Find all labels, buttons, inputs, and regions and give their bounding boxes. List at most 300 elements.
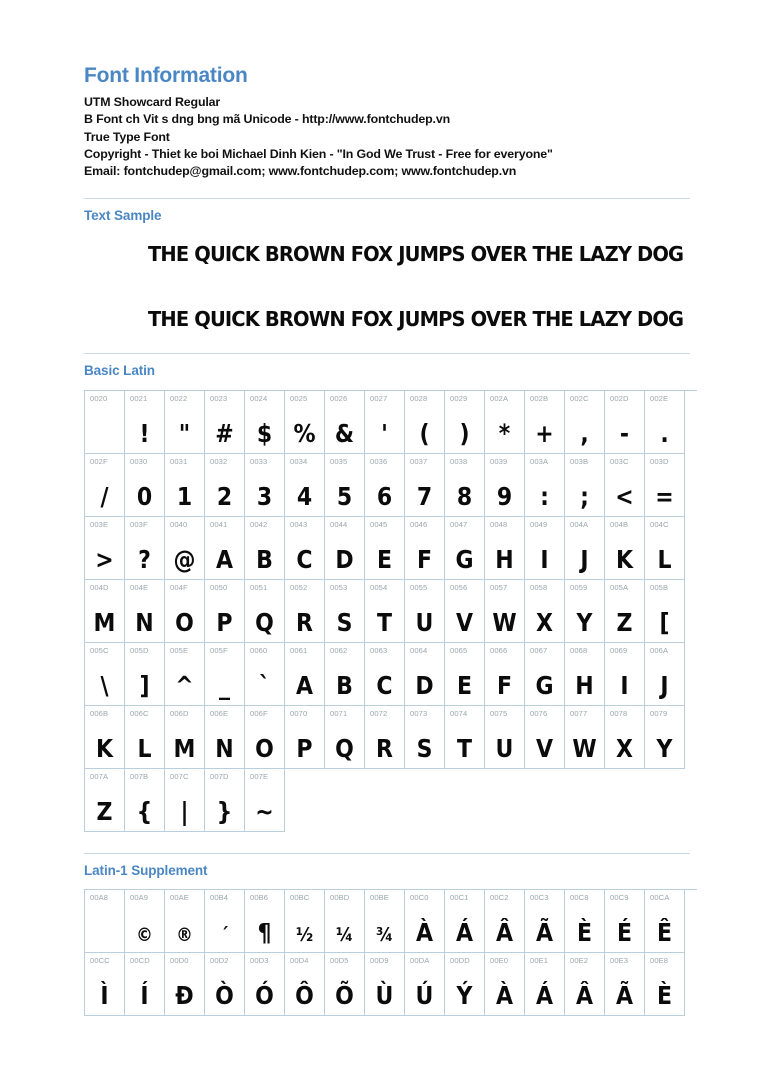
glyph-cell[interactable] <box>525 643 565 706</box>
text-sample-line: THE QUICK BROWN FOX JUMPS OVER THE LAZY DOG <box>148 242 684 267</box>
text-sample-section <box>84 198 690 331</box>
glyph-cell[interactable] <box>245 454 285 517</box>
glyph-cell[interactable] <box>165 517 205 580</box>
glyph-cell[interactable] <box>85 769 125 832</box>
glyph-codepoint-label: 0021 <box>130 393 148 403</box>
glyph-cell[interactable] <box>525 706 565 769</box>
glyph-cell[interactable] <box>365 580 405 643</box>
glyph-cell[interactable] <box>125 706 165 769</box>
glyph-cell[interactable] <box>365 643 405 706</box>
glyph-cell-empty <box>485 769 525 832</box>
glyph-cell[interactable] <box>245 643 285 706</box>
glyph-cell[interactable] <box>285 454 325 517</box>
glyph-sample: @ <box>173 544 196 574</box>
glyph-sample: T <box>376 607 393 637</box>
glyph-codepoint-label: 00CC <box>90 955 110 965</box>
glyph-codepoint-label: 0055 <box>410 582 428 592</box>
glyph-codepoint-label: 002A <box>490 393 509 403</box>
glyph-cell[interactable] <box>565 890 605 953</box>
glyph-cell[interactable] <box>485 706 525 769</box>
glyph-sample: W <box>492 607 517 637</box>
glyph-sample: O <box>255 733 274 763</box>
glyph-codepoint-label: 007B <box>130 771 149 781</box>
glyph-cell[interactable] <box>525 454 565 517</box>
section-title-latin1-supplement: Latin-1 Supplement <box>84 862 208 878</box>
glyph-sample: ] <box>139 670 150 700</box>
font-info-list <box>84 94 690 180</box>
glyph-cell[interactable] <box>125 517 165 580</box>
glyph-sample: 2 <box>216 481 233 511</box>
glyph-cell[interactable] <box>205 706 245 769</box>
glyph-sample: D <box>335 544 354 574</box>
glyph-cell[interactable] <box>405 890 445 953</box>
glyph-codepoint-label: 0052 <box>290 582 308 592</box>
glyph-cell[interactable] <box>245 706 285 769</box>
glyph-cell[interactable] <box>125 890 165 953</box>
glyph-cell[interactable] <box>645 953 685 1016</box>
glyph-codepoint-label: 00A9 <box>130 892 149 902</box>
section-divider <box>84 853 690 854</box>
glyph-codepoint-label: 0061 <box>290 645 308 655</box>
glyph-cell[interactable] <box>165 580 205 643</box>
glyph-sample: B <box>256 544 273 574</box>
glyph-cell[interactable] <box>165 890 205 953</box>
glyph-cell[interactable] <box>325 706 365 769</box>
glyph-codepoint-label: 0046 <box>410 519 428 529</box>
glyph-cell[interactable] <box>165 953 205 1016</box>
glyph-codepoint-label: 00D9 <box>370 955 389 965</box>
glyph-cell[interactable] <box>245 953 285 1016</box>
glyph-sample: ( <box>419 418 430 448</box>
glyph-codepoint-label: 002D <box>610 393 629 403</box>
glyph-sample: R <box>296 607 313 637</box>
glyph-cell[interactable] <box>245 517 285 580</box>
glyph-cell[interactable] <box>85 890 125 953</box>
glyph-cell[interactable] <box>565 517 605 580</box>
glyph-codepoint-label: 005F <box>210 645 228 655</box>
glyph-codepoint-label: 0060 <box>250 645 268 655</box>
glyph-sample: U <box>495 733 514 763</box>
glyph-cell[interactable] <box>645 890 685 953</box>
glyph-sample: Â <box>575 980 594 1010</box>
glyph-codepoint-label: 0028 <box>410 393 428 403</box>
glyph-sample: J <box>580 544 589 574</box>
glyph-codepoint-label: 002B <box>530 393 549 403</box>
glyph-sample: 4 <box>296 481 313 511</box>
glyph-codepoint-label: 0069 <box>610 645 628 655</box>
glyph-codepoint-label: 005D <box>130 645 149 655</box>
glyph-cell[interactable] <box>445 580 485 643</box>
glyph-cell[interactable] <box>125 643 165 706</box>
glyph-cell[interactable] <box>205 769 245 832</box>
glyph-grid-row <box>85 643 697 706</box>
glyph-codepoint-label: 003A <box>530 456 549 466</box>
glyph-codepoint-label: 005E <box>170 645 189 655</box>
glyph-cell[interactable] <box>285 580 325 643</box>
glyph-cell[interactable] <box>85 391 125 454</box>
glyph-sample: C <box>376 670 393 700</box>
glyph-cell[interactable] <box>85 580 125 643</box>
glyph-codepoint-label: 0051 <box>250 582 268 592</box>
glyph-cell[interactable] <box>125 580 165 643</box>
glyph-sample: ½ <box>295 923 314 946</box>
glyph-cell[interactable] <box>565 953 605 1016</box>
glyph-cell[interactable] <box>605 953 645 1016</box>
glyph-cell[interactable] <box>445 391 485 454</box>
glyph-cell[interactable] <box>365 454 405 517</box>
glyph-cell[interactable] <box>205 454 245 517</box>
glyph-codepoint-label: 00CD <box>130 955 150 965</box>
glyph-sample: Q <box>255 607 274 637</box>
glyph-cell[interactable] <box>85 953 125 1016</box>
section-divider <box>84 198 690 199</box>
glyph-codepoint-label: 007C <box>170 771 189 781</box>
glyph-codepoint-label: 0065 <box>450 645 468 655</box>
glyph-sample: È <box>576 917 593 947</box>
glyph-codepoint-label: 00B6 <box>250 892 269 902</box>
glyph-cell[interactable] <box>485 953 525 1016</box>
glyph-sample: ' <box>381 418 388 448</box>
glyph-sample: V <box>535 733 554 763</box>
glyph-sample: M <box>173 733 196 763</box>
glyph-cell[interactable] <box>205 643 245 706</box>
glyph-codepoint-label: 0076 <box>530 708 548 718</box>
glyph-cell[interactable] <box>85 517 125 580</box>
glyph-codepoint-label: 007A <box>90 771 109 781</box>
glyph-sample: Õ <box>335 980 354 1010</box>
glyph-sample: - <box>619 418 630 448</box>
glyph-cell[interactable] <box>645 517 685 580</box>
glyph-cell[interactable] <box>525 580 565 643</box>
glyph-cell[interactable] <box>245 580 285 643</box>
glyph-cell[interactable] <box>85 706 125 769</box>
glyph-cell[interactable] <box>605 454 645 517</box>
glyph-sample: G <box>535 670 554 700</box>
glyph-grid-row <box>85 454 697 517</box>
glyph-cell[interactable] <box>365 953 405 1016</box>
glyph-sample: 7 <box>416 481 433 511</box>
glyph-sample: " <box>178 418 191 448</box>
glyph-cell[interactable] <box>325 454 365 517</box>
glyph-codepoint-label: 006B <box>90 708 109 718</box>
glyph-cell[interactable] <box>485 517 525 580</box>
glyph-codepoint-label: 0023 <box>210 393 228 403</box>
glyph-cell[interactable] <box>645 706 685 769</box>
glyph-codepoint-label: 0035 <box>330 456 348 466</box>
glyph-codepoint-label: 0047 <box>450 519 468 529</box>
glyph-cell[interactable] <box>445 953 485 1016</box>
glyph-codepoint-label: 006F <box>250 708 268 718</box>
glyph-cell[interactable] <box>285 643 325 706</box>
glyph-codepoint-label: 00CA <box>650 892 670 902</box>
glyph-sample: { <box>136 796 153 826</box>
glyph-sample: À <box>415 917 434 947</box>
glyph-cell[interactable] <box>405 953 445 1016</box>
glyph-codepoint-label: 002C <box>570 393 589 403</box>
font-information-section <box>84 64 690 180</box>
glyph-sample: 6 <box>376 481 393 511</box>
glyph-codepoint-label: 0039 <box>490 456 508 466</box>
glyph-sample: ^ <box>175 670 194 700</box>
glyph-codepoint-label: 00C0 <box>410 892 429 902</box>
glyph-cell[interactable] <box>645 454 685 517</box>
glyph-cell[interactable] <box>485 643 525 706</box>
latin1-supplement-section <box>84 853 690 1016</box>
glyph-cell[interactable] <box>485 580 525 643</box>
glyph-cell[interactable] <box>85 454 125 517</box>
glyph-codepoint-label: 0077 <box>570 708 588 718</box>
glyph-cell[interactable] <box>365 890 405 953</box>
glyph-codepoint-label: 00C1 <box>450 892 469 902</box>
glyph-cell[interactable] <box>605 580 645 643</box>
glyph-cell[interactable] <box>405 391 445 454</box>
glyph-codepoint-label: 00DD <box>450 955 470 965</box>
glyph-cell[interactable] <box>165 454 205 517</box>
section-title-text-sample: Text Sample <box>84 208 162 224</box>
glyph-cell[interactable] <box>645 580 685 643</box>
glyph-sample: [ <box>659 607 670 637</box>
glyph-cell[interactable] <box>165 391 205 454</box>
glyph-sample: Ô <box>295 980 314 1010</box>
glyph-sample: ? <box>138 544 151 574</box>
glyph-sample: ; <box>580 481 589 511</box>
glyph-codepoint-label: 006D <box>170 708 189 718</box>
glyph-sample: P <box>216 607 233 637</box>
glyph-codepoint-label: 0048 <box>490 519 508 529</box>
glyph-cell[interactable] <box>325 643 365 706</box>
glyph-cell[interactable] <box>525 517 565 580</box>
glyph-cell[interactable] <box>325 890 365 953</box>
glyph-cell[interactable] <box>285 953 325 1016</box>
glyph-codepoint-label: 0079 <box>650 708 668 718</box>
glyph-sample: Ð <box>175 980 194 1010</box>
glyph-sample: Ã <box>535 917 554 947</box>
glyph-cell[interactable] <box>285 890 325 953</box>
glyph-codepoint-label: 0034 <box>290 456 308 466</box>
glyph-cell[interactable] <box>405 643 445 706</box>
glyph-codepoint-label: 0078 <box>610 708 628 718</box>
glyph-codepoint-label: 0075 <box>490 708 508 718</box>
glyph-cell[interactable] <box>325 391 365 454</box>
glyph-codepoint-label: 004C <box>650 519 669 529</box>
glyph-sample: . <box>660 418 669 448</box>
glyph-sample: , <box>580 418 589 448</box>
glyph-cell[interactable] <box>445 643 485 706</box>
glyph-cell[interactable] <box>405 706 445 769</box>
glyph-cell[interactable] <box>405 454 445 517</box>
glyph-cell[interactable] <box>85 643 125 706</box>
glyph-sample: ¶ <box>257 917 272 947</box>
glyph-grid-row <box>85 517 697 580</box>
glyph-cell[interactable] <box>285 391 325 454</box>
glyph-codepoint-label: 00C8 <box>570 892 589 902</box>
glyph-cell[interactable] <box>525 890 565 953</box>
glyph-cell[interactable] <box>485 454 525 517</box>
glyph-codepoint-label: 00B4 <box>210 892 229 902</box>
text-sample-lines <box>84 242 690 331</box>
glyph-codepoint-label: 00D0 <box>170 955 189 965</box>
glyph-sample: F <box>496 670 513 700</box>
glyph-codepoint-label: 007E <box>250 771 269 781</box>
glyph-cell[interactable] <box>325 953 365 1016</box>
glyph-cell[interactable] <box>605 706 645 769</box>
glyph-cell[interactable] <box>285 706 325 769</box>
glyph-cell[interactable] <box>165 643 205 706</box>
glyph-sample: E <box>456 670 473 700</box>
glyph-codepoint-label: 0031 <box>170 456 188 466</box>
glyph-cell[interactable] <box>245 890 285 953</box>
glyph-codepoint-label: 00E8 <box>650 955 669 965</box>
glyph-codepoint-label: 00E1 <box>530 955 549 965</box>
glyph-cell[interactable] <box>205 953 245 1016</box>
glyph-cell[interactable] <box>605 890 645 953</box>
glyph-cell[interactable] <box>645 643 685 706</box>
glyph-codepoint-label: 0040 <box>170 519 188 529</box>
glyph-sample: B <box>336 670 353 700</box>
glyph-sample: D <box>415 670 434 700</box>
glyph-cell-empty <box>565 769 605 832</box>
glyph-cell[interactable] <box>565 454 605 517</box>
glyph-cell[interactable] <box>605 391 645 454</box>
glyph-codepoint-label: 00C9 <box>610 892 629 902</box>
glyph-codepoint-label: 0072 <box>370 708 388 718</box>
glyph-codepoint-label: 0033 <box>250 456 268 466</box>
glyph-sample: Ã <box>615 980 634 1010</box>
section-title-basic-latin: Basic Latin <box>84 363 155 379</box>
glyph-cell[interactable] <box>605 517 645 580</box>
glyph-codepoint-label: 0059 <box>570 582 588 592</box>
glyph-cell[interactable] <box>285 517 325 580</box>
glyph-sample: X <box>536 607 553 637</box>
glyph-cell[interactable] <box>205 890 245 953</box>
glyph-codepoint-label: 00BD <box>330 892 350 902</box>
glyph-grid-latin1-supplement <box>84 889 697 1016</box>
glyph-codepoint-label: 005B <box>650 582 669 592</box>
glyph-cell[interactable] <box>365 706 405 769</box>
glyph-codepoint-label: 0068 <box>570 645 588 655</box>
glyph-codepoint-label: 0074 <box>450 708 468 718</box>
glyph-cell[interactable] <box>525 391 565 454</box>
glyph-cell[interactable] <box>205 391 245 454</box>
glyph-cell[interactable] <box>245 769 285 832</box>
glyph-sample: Y <box>576 607 593 637</box>
glyph-codepoint-label: 003B <box>570 456 589 466</box>
glyph-cell[interactable] <box>565 580 605 643</box>
glyph-cell[interactable] <box>645 391 685 454</box>
glyph-cell-empty <box>605 769 645 832</box>
glyph-cell[interactable] <box>565 643 605 706</box>
glyph-codepoint-label: 005A <box>610 582 629 592</box>
font-info-line: Email: fontchudep@gmail.com; www.fontchudep.com; www.fontchudep.vn <box>84 163 517 178</box>
glyph-sample: 1 <box>176 481 193 511</box>
glyph-cell[interactable] <box>445 706 485 769</box>
glyph-codepoint-label: 003D <box>650 456 669 466</box>
glyph-cell[interactable] <box>565 391 605 454</box>
glyph-codepoint-label: 0027 <box>370 393 388 403</box>
glyph-cell[interactable] <box>205 580 245 643</box>
glyph-cell[interactable] <box>445 454 485 517</box>
glyph-sample: À <box>495 980 514 1010</box>
glyph-sample: Á <box>455 917 474 947</box>
glyph-cell[interactable] <box>485 890 525 953</box>
glyph-cell[interactable] <box>565 706 605 769</box>
glyph-cell[interactable] <box>125 769 165 832</box>
glyph-cell[interactable] <box>485 391 525 454</box>
glyph-codepoint-label: 0044 <box>330 519 348 529</box>
glyph-codepoint-label: 00DA <box>410 955 430 965</box>
glyph-cell[interactable] <box>405 580 445 643</box>
glyph-sample: Ó <box>255 980 274 1010</box>
glyph-codepoint-label: 006E <box>210 708 229 718</box>
glyph-codepoint-label: 00D3 <box>250 955 269 965</box>
glyph-codepoint-label: 00E2 <box>570 955 589 965</box>
glyph-sample: / <box>100 481 109 511</box>
glyph-sample: = <box>655 481 674 511</box>
glyph-codepoint-label: 00C2 <box>490 892 509 902</box>
glyph-cell[interactable] <box>125 953 165 1016</box>
glyph-sample: S <box>416 733 433 763</box>
glyph-grid-row <box>85 391 697 454</box>
glyph-codepoint-label: 003E <box>90 519 109 529</box>
glyph-codepoint-label: 00E3 <box>610 955 629 965</box>
glyph-codepoint-label: 004A <box>570 519 589 529</box>
glyph-sample: ` <box>259 670 270 700</box>
glyph-codepoint-label: 0071 <box>330 708 348 718</box>
glyph-cell-empty <box>525 769 565 832</box>
glyph-cell[interactable] <box>365 391 405 454</box>
glyph-sample: 0 <box>136 481 153 511</box>
glyph-sample: ! <box>139 418 150 448</box>
glyph-cell[interactable] <box>125 454 165 517</box>
glyph-cell[interactable] <box>165 706 205 769</box>
glyph-cell[interactable] <box>365 517 405 580</box>
glyph-sample: ) <box>459 418 470 448</box>
glyph-sample: © <box>136 923 153 946</box>
glyph-cell[interactable] <box>205 517 245 580</box>
text-sample-line: THE QUICK BROWN FOX JUMPS OVER THE LAZY DOG <box>148 307 684 332</box>
glyph-cell[interactable] <box>405 517 445 580</box>
glyph-cell-empty <box>405 769 445 832</box>
glyph-codepoint-label: 002E <box>650 393 669 403</box>
glyph-codepoint-label: 007D <box>210 771 229 781</box>
glyph-cell[interactable] <box>445 890 485 953</box>
glyph-sample: J <box>660 670 669 700</box>
glyph-cell[interactable] <box>165 769 205 832</box>
glyph-codepoint-label: 0043 <box>290 519 308 529</box>
glyph-sample: G <box>455 544 474 574</box>
glyph-sample: I <box>540 544 549 574</box>
glyph-cell[interactable] <box>125 391 165 454</box>
glyph-sample: _ <box>219 670 230 700</box>
glyph-codepoint-label: 0037 <box>410 456 428 466</box>
glyph-sample: Ò <box>215 980 234 1010</box>
glyph-codepoint-label: 003F <box>130 519 148 529</box>
glyph-codepoint-label: 0036 <box>370 456 388 466</box>
glyph-cell[interactable] <box>445 517 485 580</box>
glyph-codepoint-label: 006C <box>130 708 149 718</box>
glyph-cell[interactable] <box>525 953 565 1016</box>
glyph-codepoint-label: 0056 <box>450 582 468 592</box>
glyph-cell-empty <box>285 769 325 832</box>
glyph-cell[interactable] <box>325 517 365 580</box>
glyph-cell[interactable] <box>605 643 645 706</box>
glyph-codepoint-label: 0029 <box>450 393 468 403</box>
glyph-sample: M <box>93 607 116 637</box>
glyph-cell[interactable] <box>325 580 365 643</box>
glyph-cell[interactable] <box>245 391 285 454</box>
glyph-codepoint-label: 00A8 <box>90 892 109 902</box>
glyph-codepoint-label: 00D2 <box>210 955 229 965</box>
